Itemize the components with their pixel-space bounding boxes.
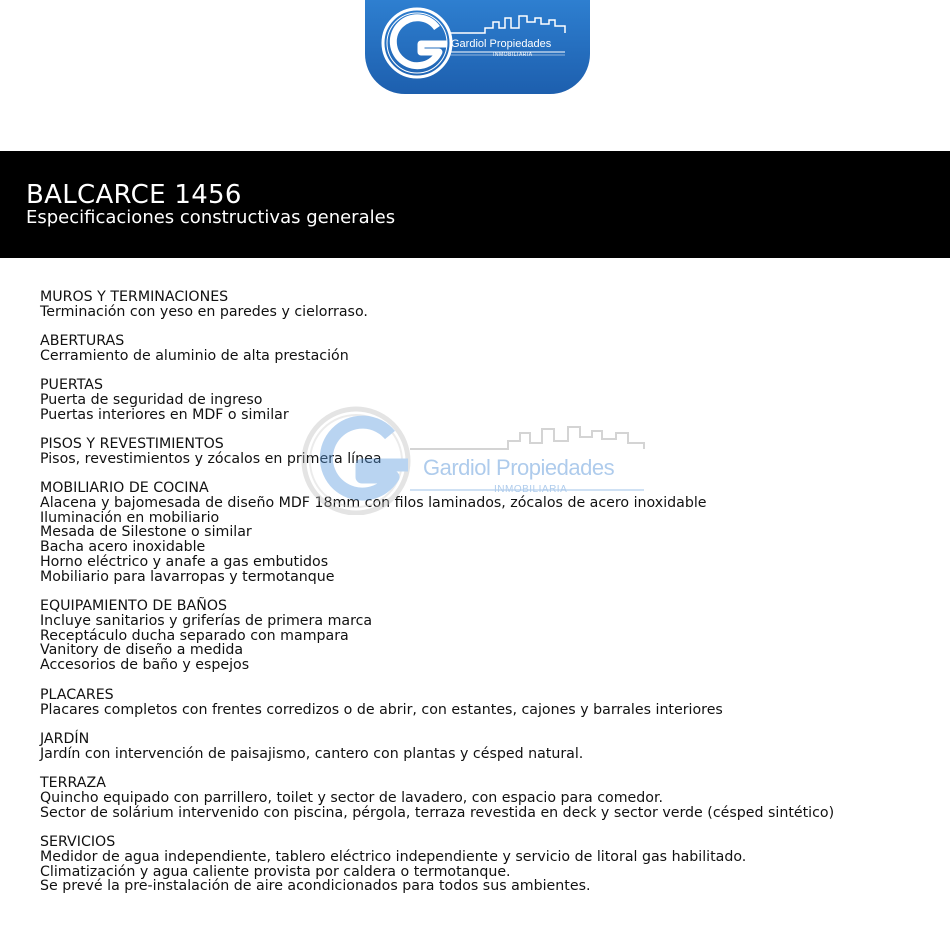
section-pisos [40, 437, 382, 467]
section-title: JARDÍN [40, 731, 90, 747]
section-line: Incluye sanitarios y griferías de primera marca [40, 612, 373, 629]
section-title: SERVICIOS [40, 834, 116, 850]
section-puertas [40, 378, 289, 422]
section-title: PUERTAS [40, 377, 104, 393]
section-aberturas [40, 334, 349, 364]
section-line: Terminación con yeso en paredes y cielorraso. [40, 303, 368, 320]
section-line: Horno eléctrico y anafe a gas embutidos [40, 553, 329, 570]
section-line: Cerramiento de aluminio de alta prestación [40, 347, 349, 364]
section-line: Alacena y bajomesada de diseño MDF 18mm con filos laminados, zócalos de acero inoxidable [40, 494, 707, 511]
section-line: Puerta de seguridad de ingreso [40, 391, 263, 408]
section-cocina [40, 481, 707, 585]
section-terraza [40, 776, 834, 820]
section-banos [40, 599, 372, 673]
section-line: Iluminación en mobiliario [40, 509, 220, 526]
section-line: Receptáculo ducha separado con mampara [40, 627, 349, 644]
section-line: Jardín con intervención de paisajismo, cantero con plantas y césped natural. [40, 745, 584, 762]
section-title: MUROS Y TERMINACIONES [40, 289, 229, 305]
section-title: PLACARES [40, 687, 114, 703]
logo-badge [365, 0, 590, 94]
section-servicios [40, 835, 746, 894]
section-line: Vanitory de diseño a medida [40, 642, 244, 659]
section-line: Placares completos con frentes corredizos o de abrir, con estantes, cajones y barrales interiores [40, 701, 723, 718]
section-line: Puertas interiores en MDF o similar [40, 406, 289, 423]
section-line: Sector de solárium intervenido con piscina, pérgola, terraza revestida en deck y sector verde (césped sintético) [40, 804, 835, 821]
section-jardin [40, 732, 583, 762]
section-title: EQUIPAMIENTO DE BAÑOS [40, 598, 228, 614]
section-title: ABERTURAS [40, 333, 125, 349]
section-line: Quincho equipado con parrillero, toilet y sector de lavadero, con espacio para comedor. [40, 789, 664, 806]
section-muros [40, 290, 368, 320]
watermark-tagline-text: INMOBILIARIA [494, 484, 568, 495]
page-subtitle: Especificaciones constructivas generales [26, 207, 396, 228]
section-line: Mobiliario para lavarropas y termotanque [40, 568, 335, 585]
section-title: MOBILIARIO DE COCINA [40, 480, 209, 496]
section-line: Climatización y agua caliente provista por caldera o termotanque. [40, 863, 511, 880]
section-title: TERRAZA [40, 775, 106, 791]
section-placares [40, 688, 723, 718]
section-line: Bacha acero inoxidable [40, 539, 206, 556]
section-line: Se prevé la pre-instalación de aire acondicionados para todos sus ambientes. [40, 878, 591, 895]
section-line: Mesada de Silestone o similar [40, 524, 252, 541]
section-title: PISOS Y REVESTIMIENTOS [40, 436, 224, 452]
section-line: Pisos, revestimientos y zócalos en primera línea [40, 450, 382, 467]
logo-brand-text: Gardiol Propiedades [451, 38, 552, 50]
section-line: Accesorios de baño y espejos [40, 657, 250, 674]
page-title: BALCARCE 1456 [26, 180, 242, 210]
logo-tagline-text: INMOBILIARIA [493, 52, 533, 58]
section-line: Medidor de agua independiente, tablero eléctrico independiente y servicio de litoral gas habilitado. [40, 848, 747, 865]
watermark-brand-text: Gardiol Propiedades [423, 455, 615, 480]
